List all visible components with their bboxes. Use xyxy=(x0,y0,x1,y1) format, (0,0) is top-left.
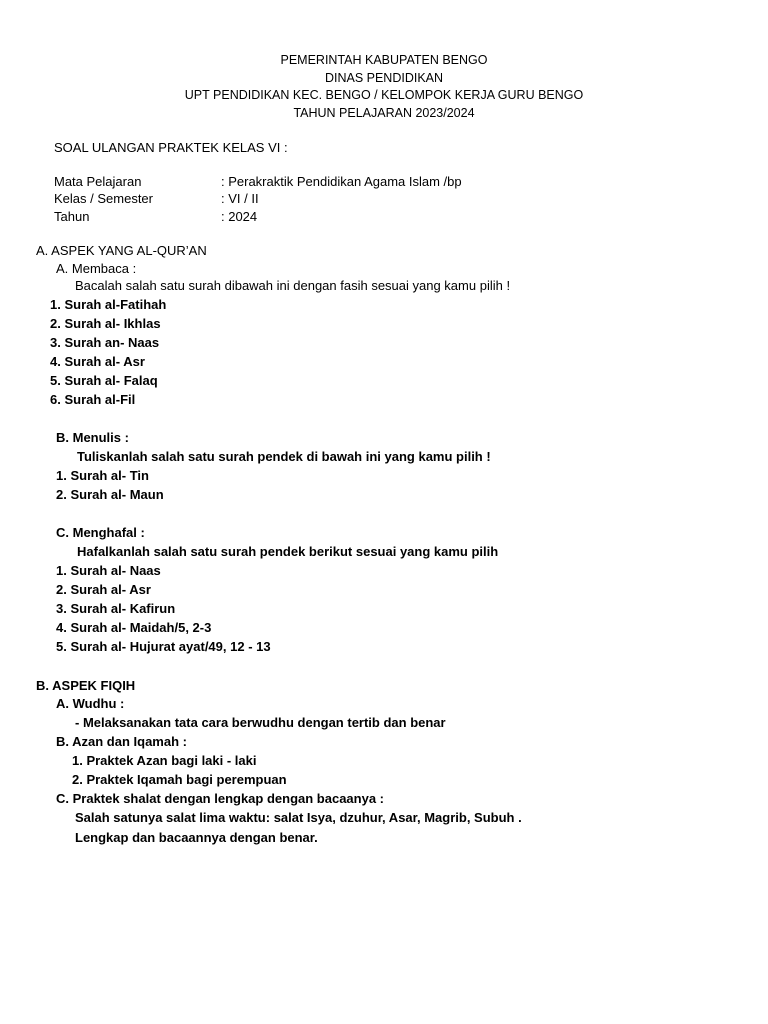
wudhu-item: - Melaksanakan tata cara berwudhu dengan tertib dan benar xyxy=(75,715,446,730)
membaca-item: 6. Surah al-Fil xyxy=(50,392,136,407)
menghafal-item: 5. Surah al- Hujurat ayat/49, 12 - 13 xyxy=(56,639,271,654)
exam-title: SOAL ULANGAN PRAKTEK KELAS VI : xyxy=(54,140,288,155)
header-line-department: DINAS PENDIDIKAN xyxy=(324,71,444,85)
membaca-item: 2. Surah al- Ikhlas xyxy=(50,316,161,331)
menulis-item: 2. Surah al- Maun xyxy=(56,487,164,502)
menghafal-heading: C. Menghafal : xyxy=(56,525,145,540)
shalat-line: Salah satunya salat lima waktu: salat Isya, dzuhur, Asar, Magrib, Subuh . xyxy=(75,810,522,825)
membaca-instruction: Bacalah salah satu surah dibawah ini dengan fasih sesuai yang kamu pilih ! xyxy=(75,278,511,293)
membaca-item: 5. Surah al- Falaq xyxy=(50,373,158,388)
meta-value: : Perakraktik Pendidikan Agama Islam /bp xyxy=(221,174,462,189)
membaca-item: 1. Surah al-Fatihah xyxy=(50,297,167,312)
section-b-title: B. ASPEK FIQIH xyxy=(36,678,136,693)
meta-label: Mata Pelajaran xyxy=(54,174,142,189)
menulis-instruction: Tuliskanlah salah satu surah pendek di bawah ini yang kamu pilih ! xyxy=(77,449,491,464)
menghafal-instruction: Hafalkanlah salah satu surah pendek berikut sesuai yang kamu pilih xyxy=(77,544,499,559)
meta-value: : VI / II xyxy=(221,191,259,206)
menghafal-item: 3. Surah al- Kafirun xyxy=(56,601,176,616)
wudhu-heading: A. Wudhu : xyxy=(56,696,125,711)
membaca-item: 4. Surah al- Asr xyxy=(50,354,145,369)
menghafal-item: 1. Surah al- Naas xyxy=(56,563,161,578)
menulis-heading: B. Menulis : xyxy=(56,430,129,445)
header-line-upt: UPT PENDIDIKAN KEC. BENGO / KELOMPOK KERJA GURU BENGO xyxy=(184,88,584,102)
header-line-school-year: TAHUN PELAJARAN 2023/2024 xyxy=(293,106,475,120)
shalat-line: Lengkap dan bacaannya dengan benar. xyxy=(75,830,318,845)
menghafal-item: 2. Surah al- Asr xyxy=(56,582,151,597)
header-line-government: PEMERINTAH KABUPATEN BENGO xyxy=(280,53,488,67)
meta-value: : 2024 xyxy=(221,209,258,224)
azan-heading: B. Azan dan Iqamah : xyxy=(56,734,187,749)
membaca-item: 3. Surah an- Naas xyxy=(50,335,160,350)
meta-label: Kelas / Semester xyxy=(54,191,153,206)
meta-label: Tahun xyxy=(54,209,90,224)
menghafal-item: 4. Surah al- Maidah/5, 2-3 xyxy=(56,620,212,635)
section-a-title: A. ASPEK YANG AL-QUR’AN xyxy=(36,243,207,258)
azan-item: 2. Praktek Iqamah bagi perempuan xyxy=(72,772,287,787)
menulis-item: 1. Surah al- Tin xyxy=(56,468,149,483)
membaca-heading: A. Membaca : xyxy=(56,261,137,276)
shalat-heading: C. Praktek shalat dengan lengkap dengan bacaanya : xyxy=(56,791,384,806)
azan-item: 1. Praktek Azan bagi laki - laki xyxy=(72,753,257,768)
